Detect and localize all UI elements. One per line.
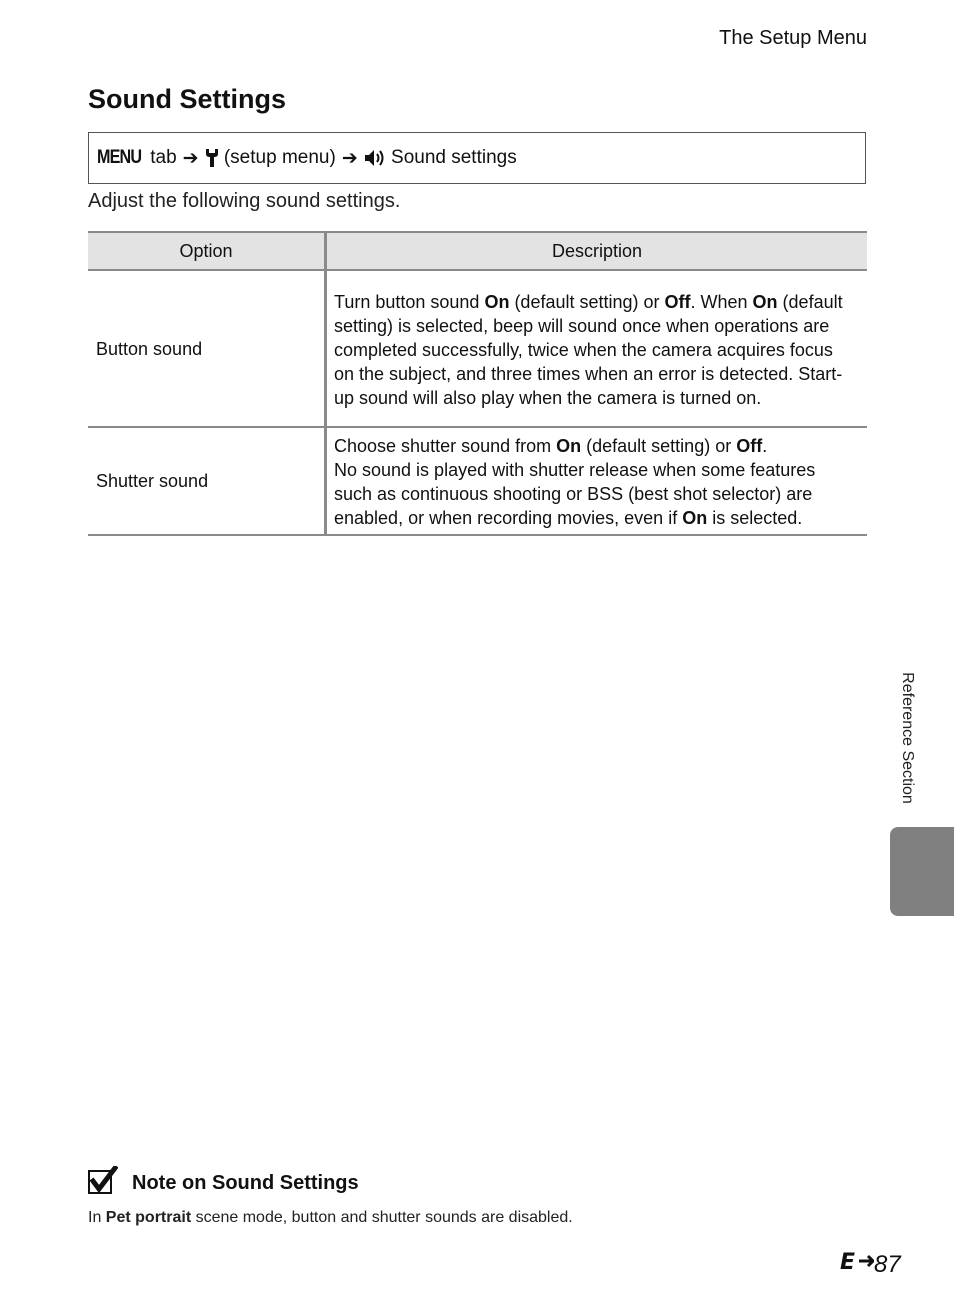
settings-table xyxy=(88,231,867,536)
emphasis-text: On xyxy=(484,291,510,312)
running-header: The Setup Menu xyxy=(719,27,867,49)
description-text: No sound is played with shutter release when some features such as continuous shooting or BSS (best shot selector) are enabled, or when recording movies, even if xyxy=(334,460,816,528)
note-body xyxy=(88,1209,573,1227)
tab-text: tab xyxy=(150,147,177,168)
description-text: (default setting) or xyxy=(581,436,737,456)
table-row xyxy=(88,427,867,535)
arrow-icon: ➔ xyxy=(341,147,358,169)
reference-e-icon xyxy=(840,1249,874,1280)
option-cell: Button sound xyxy=(88,270,326,427)
note-body-suffix: scene mode, button and shutter sounds are disabled. xyxy=(191,1209,573,1226)
arrow-icon: ➔ xyxy=(182,147,199,169)
column-header-option: Option xyxy=(88,232,326,270)
speaker-icon xyxy=(364,147,386,169)
description-cell xyxy=(326,270,868,427)
note-body-bold: Pet portrait xyxy=(105,1209,192,1226)
description-text: (default setting) or xyxy=(509,291,665,312)
description-text: Choose shutter sound from xyxy=(334,436,557,456)
svg-text:E: E xyxy=(840,1250,856,1273)
description-cell xyxy=(326,427,868,535)
page-number-value: 87 xyxy=(874,1250,901,1278)
checkmark-icon xyxy=(88,1166,118,1201)
emphasis-text: Off xyxy=(736,436,763,456)
section-tab xyxy=(890,827,954,916)
menu-icon: MENU xyxy=(97,147,142,168)
description-text: Turn button sound xyxy=(334,291,485,312)
description-text: (default setting) is selected, beep will sound once when operations are completed successfully, twice when the camera acquires focus on the subject, and three times when an error is detected. Start-up sound will also play when the camera is turned on. xyxy=(334,291,843,408)
description-text: . When xyxy=(690,291,753,312)
note-heading xyxy=(88,1166,359,1201)
emphasis-text: On xyxy=(556,436,582,456)
emphasis-text: On xyxy=(682,508,708,528)
note-body-prefix: In xyxy=(88,1209,106,1226)
description-text: . xyxy=(762,436,768,456)
side-tab-label: Reference Section xyxy=(899,672,916,804)
sound-settings-text: Sound settings xyxy=(391,147,517,168)
emphasis-text: Off xyxy=(664,291,691,312)
emphasis-text: On xyxy=(752,291,778,312)
table-header-row xyxy=(88,232,867,270)
wrench-icon xyxy=(205,147,219,169)
note-title: Note on Sound Settings xyxy=(132,1172,359,1194)
column-header-description: Description xyxy=(326,232,868,270)
table-row xyxy=(88,270,867,427)
page-number xyxy=(840,1249,901,1280)
page-title: Sound Settings xyxy=(88,84,286,114)
intro-text: Adjust the following sound settings. xyxy=(88,190,401,212)
menu-path-box xyxy=(88,132,866,184)
setup-menu-text: (setup menu) xyxy=(223,147,336,168)
description-text: is selected. xyxy=(707,508,803,528)
option-cell: Shutter sound xyxy=(88,427,326,535)
